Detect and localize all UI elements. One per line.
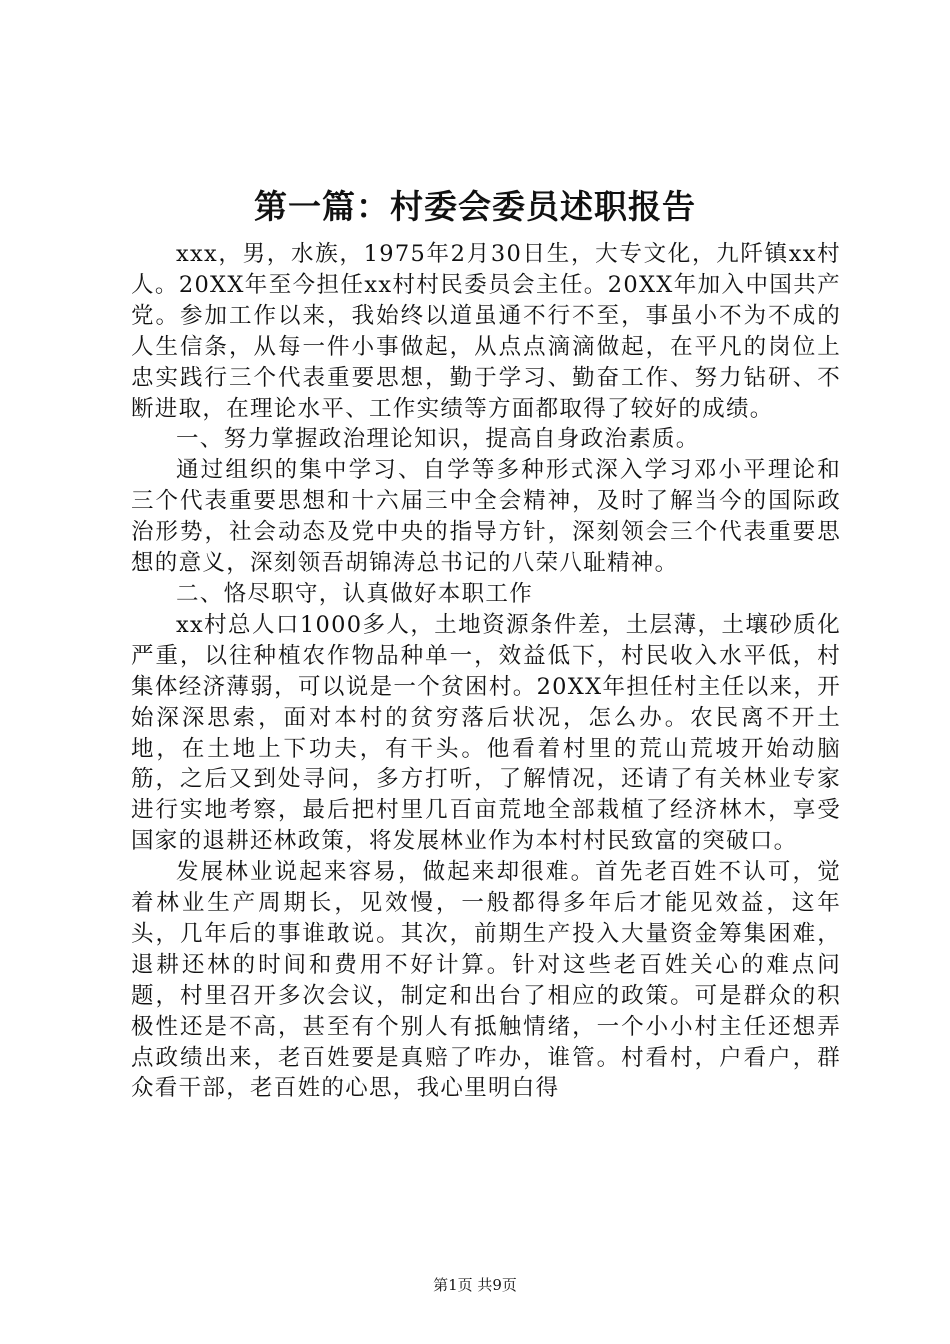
paragraph-forestry: 发展林业说起来容易，做起来却很难。首先老百姓不认可，觉着林业生产周期长，见效慢，一般都得多年后才能见效益，这年头，几年后的事谁敢说。其次，前期生产投入大量资金筹集困难，退耕还林的时间和费用不好计算。针对这些老百姓关心的难点问题，村里召开多次会议，制定和出台了相应的政策。可是群众的积极性还是不高，甚至有个别人有抵触情绪，一个小小村主任还想弄点政绩出来，老百姓要是真赔了咋办，谁管。村看村，户看户，群众看干部，老百姓的心思，我心里明白得 <box>131 859 841 1102</box>
paragraph-village: xx村总人口1000多人，土地资源条件差，土层薄，土壤砂质化严重，以往种植农作物品种单一，效益低下，村民收入水平低，村集体经济薄弱，可以说是一个贫困村。20XX年担任村主任以来，开始深深思索，面对本村的贫穷落后状况，怎么办。农民离不开土地，在土地上下功夫，有干头。他看着村里的荒山荒坡开始动脑筋，之后又到处寻问，多方打听，了解情况，还请了有关林业专家进行实地考察，最后把村里几百亩荒地全部栽植了经济林木，享受国家的退耕还林政策，将发展林业作为本村村民致富的突破口。 <box>131 611 841 855</box>
section-heading-1: 一、努力掌握政治理论知识，提高自身政治素质。 <box>176 426 700 453</box>
document-title: 第一篇：村委会委员述职报告 <box>254 187 696 226</box>
page-number-footer: 第1页 共9页 <box>433 1276 517 1294</box>
paragraph-intro: xxx，男，水族，1975年2月30日生，大专文化，九阡镇xx村人。20XX年至今担任xx村村民委员会主任。20XX年加入中国共产党。参加工作以来，我始终以道虽通不行不至，事虽小不为不成的人生信条，从每一件小事做起，从点点滴滴做起，在平凡的岗位上忠实践行三个代表重要思想，勤于学习、勤奋工作、努力钻研、不断进取，在理论水平、工作实绩等方面都取得了较好的成绩。 <box>131 241 841 422</box>
section-heading-2: 二、恪尽职守，认真做好本职工作 <box>176 580 534 607</box>
paragraph-study: 通过组织的集中学习、自学等多种形式深入学习邓小平理论和三个代表重要思想和十六届三中全会精神，及时了解当今的国际政治形势，社会动态及党中央的指导方针，深刻领会三个代表重要思想的意义，深刻领吾胡锦涛总书记的八荣八耻精神。 <box>131 457 841 577</box>
document-body <box>131 239 841 1104</box>
